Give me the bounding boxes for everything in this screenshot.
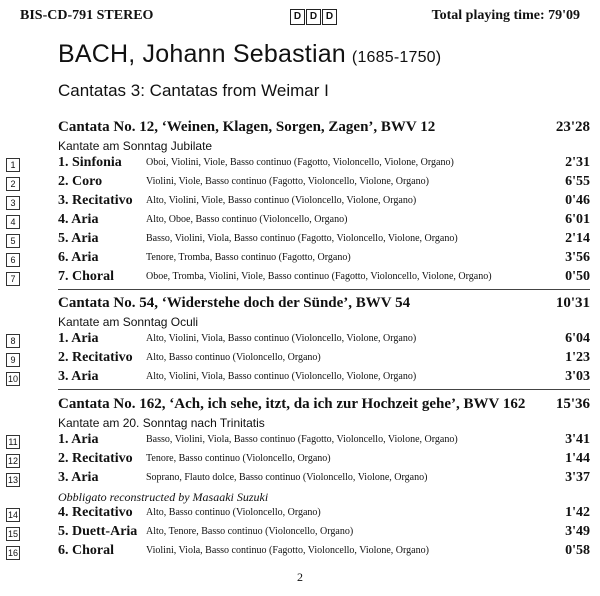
cantata-heading: [58, 396, 590, 414]
cantata-title: Cantata No. 54, ‘Widerstehe doch der Sünde’, BWV 54: [58, 295, 411, 311]
ddd-letter: D: [290, 9, 305, 25]
track-instrumentation: Violini, Viola, Basso continuo (Fagotto, Violoncello, Violone, Organo): [146, 545, 429, 556]
track-duration: 0'58: [565, 543, 590, 558]
track-duration: 3'56: [565, 250, 590, 265]
track-row: [10, 212, 590, 231]
track-row: [10, 350, 590, 369]
track-instrumentation: Soprano, Flauto dolce, Basso continuo (Violoncello, Violone, Organo): [146, 472, 428, 483]
track-number: 11: [6, 435, 20, 449]
track-number: 5: [6, 234, 20, 248]
cantata-heading: [58, 295, 590, 313]
ddd-letter: D: [322, 9, 337, 25]
track-number: 12: [7, 456, 18, 466]
composer-heading: [58, 40, 441, 69]
track-duration: 3'41: [565, 432, 590, 447]
track-row: [10, 231, 590, 250]
track-duration: 1'23: [565, 350, 590, 365]
track-instrumentation: Basso, Violini, Viola, Basso continuo (Fagotto, Violoncello, Violone, Organo): [146, 434, 458, 445]
track-number: 7: [6, 272, 20, 286]
track-row: [10, 174, 590, 193]
ddd-code: [290, 9, 337, 25]
track-duration: 2'14: [565, 231, 590, 246]
track-row: [8, 432, 590, 451]
track-instrumentation: Alto, Tenore, Basso continuo (Violoncello, Organo): [146, 526, 354, 537]
track-title: 4. Aria: [58, 212, 99, 227]
track-duration: 6'55: [565, 174, 590, 189]
track-duration: 6'01: [565, 212, 590, 227]
track-instrumentation: Basso, Violini, Viola, Basso continuo (Fagotto, Violoncello, Violone, Organo): [146, 233, 458, 244]
track-number: 10: [7, 374, 18, 384]
cantata-block: [10, 119, 590, 288]
track-instrumentation: Tenore, Tromba, Basso continuo (Fagotto, Organo): [146, 252, 351, 263]
track-duration: 3'03: [565, 369, 590, 384]
track-title: 3. Aria: [58, 470, 99, 485]
track-title: 1. Aria: [58, 331, 99, 346]
track-duration: 3'37: [565, 470, 590, 485]
track-title: 5. Aria: [58, 231, 99, 246]
cantata-block: [7, 396, 590, 562]
track-title: 2. Recitativo: [58, 350, 133, 365]
track-instrumentation: Alto, Basso continuo (Violoncello, Organo): [146, 352, 321, 363]
catalog-number: BIS-CD-791 STEREO: [20, 8, 154, 23]
ddd-letter: D: [306, 9, 321, 25]
track-number: 1: [6, 158, 20, 172]
track-instrumentation: Tenore, Basso continuo (Violoncello, Organo): [146, 453, 331, 464]
track-instrumentation: Violini, Viole, Basso continuo (Fagotto, Violoncello, Violone, Organo): [146, 176, 429, 187]
cantata-heading: [58, 119, 590, 137]
track-instrumentation: Alto, Violini, Viola, Basso continuo (Violoncello, Violone, Organo): [146, 333, 417, 344]
track-row: [7, 369, 590, 388]
cantata-occasion: Kantate am Sonntag Jubilate: [58, 139, 213, 153]
track-number: 9: [6, 353, 20, 367]
track-row: [7, 543, 590, 562]
track-duration: 0'50: [565, 269, 590, 284]
track-title: 7. Choral: [58, 269, 114, 284]
track-number: 2: [6, 177, 20, 191]
track-row: [7, 451, 590, 470]
track-title: 2. Coro: [58, 174, 103, 189]
cantata-duration: 23'28: [555, 119, 590, 135]
page-number: 2: [297, 570, 303, 584]
track-number: 8: [6, 334, 20, 348]
composer-name: BACH, Johann Sebastian: [58, 40, 346, 68]
track-row: [10, 193, 590, 212]
track-row: [7, 505, 590, 524]
track-title: 3. Aria: [58, 369, 99, 384]
cantata-duration: 15'36: [555, 396, 590, 412]
track-title: 1. Sinfonia: [58, 155, 122, 170]
header: [20, 8, 580, 28]
composer-dates: (1685-1750): [351, 49, 442, 66]
track-title: 5. Duett-Aria: [58, 524, 138, 539]
track-duration: 1'44: [565, 451, 590, 466]
track-instrumentation: Oboe, Tromba, Violini, Viole, Basso continuo (Fagotto, Violoncello, Violone, Organo): [146, 271, 492, 282]
track-duration: 1'42: [565, 505, 590, 520]
track-number: 4: [6, 215, 20, 229]
cantata-occasion: Kantate am Sonntag Oculi: [58, 315, 199, 329]
cantata-duration: 10'31: [555, 295, 590, 311]
track-number: 13: [7, 475, 18, 485]
cantata-title: Cantata No. 12, ‘Weinen, Klagen, Sorgen, Zagen’, BWV 12: [58, 119, 436, 135]
track-duration: 0'46: [565, 193, 590, 208]
track-title: 3. Recitativo: [58, 193, 133, 208]
track-title: 6. Aria: [58, 250, 99, 265]
section-divider: [58, 289, 590, 290]
track-instrumentation: Alto, Violini, Viola, Basso continuo (Violoncello, Violone, Organo): [146, 371, 417, 382]
cantata-block: [7, 295, 590, 388]
track-number: 3: [6, 196, 20, 210]
total-playing-time: Total playing time: 79'09: [431, 8, 580, 23]
track-row: [10, 269, 590, 288]
track-duration: 2'31: [565, 155, 590, 170]
track-instrumentation: Alto, Violini, Viole, Basso continuo (Violoncello, Violone, Organo): [146, 195, 417, 206]
track-instrumentation: Alto, Basso continuo (Violoncello, Organo): [146, 507, 321, 518]
track-number: 16: [7, 548, 18, 558]
track-row: [10, 155, 590, 174]
track-number: 14: [7, 510, 18, 520]
cantata-occasion: Kantate am 20. Sonntag nach Trinitatis: [58, 416, 265, 430]
album-subtitle: Cantatas 3: Cantatas from Weimar I: [58, 81, 329, 100]
track-row: [7, 524, 590, 543]
reconstruction-note: Obbligato reconstructed by Masaaki Suzuki: [58, 490, 269, 504]
track-row: [10, 331, 590, 350]
section-divider: [58, 389, 590, 390]
track-title: 2. Recitativo: [58, 451, 133, 466]
track-instrumentation: Alto, Oboe, Basso continuo (Violoncello, Organo): [146, 214, 348, 225]
track-title: 1. Aria: [58, 432, 99, 447]
track-instrumentation: Oboi, Violini, Viole, Basso continuo (Fagotto, Violoncello, Violone, Organo): [146, 157, 454, 168]
track-row: [10, 250, 590, 269]
track-duration: 6'04: [565, 331, 590, 346]
track-title: 6. Choral: [58, 543, 114, 558]
track-row: [7, 470, 590, 489]
track-number: 15: [7, 529, 18, 539]
track-duration: 3'49: [565, 524, 590, 539]
track-number: 6: [6, 253, 20, 267]
cantata-title: Cantata No. 162, ‘Ach, ich sehe, itzt, da ich zur Hochzeit gehe’, BWV 162: [58, 396, 526, 412]
track-title: 4. Recitativo: [58, 505, 133, 520]
